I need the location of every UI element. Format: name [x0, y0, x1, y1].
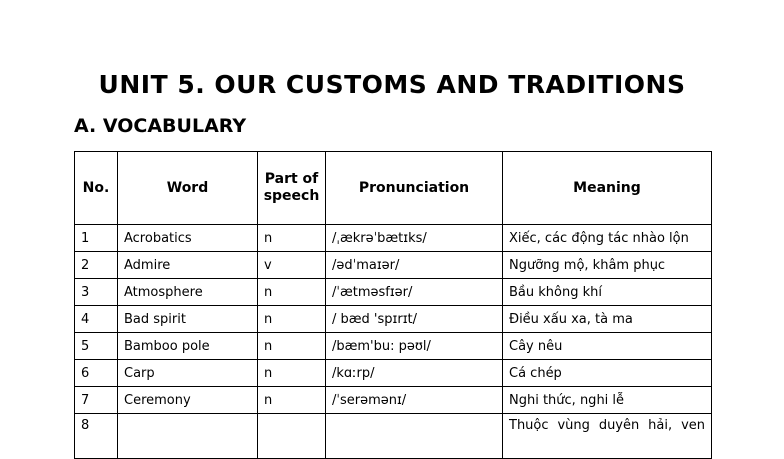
cell-meaning: Bầu không khí — [503, 279, 712, 306]
table-row — [75, 414, 712, 459]
section-heading: A. VOCABULARY — [74, 115, 247, 137]
cell-no: 8 — [75, 414, 118, 459]
cell-pronunciation: / bæd 'spɪrɪt/ — [326, 306, 503, 333]
cell-pos: n — [258, 306, 326, 333]
table-row — [75, 387, 712, 414]
table-row — [75, 333, 712, 360]
cell-pronunciation: /ˌækrəˈbætɪks/ — [326, 225, 503, 252]
cell-pos: n — [258, 387, 326, 414]
vocabulary-table — [74, 151, 712, 459]
cell-meaning: Cá chép — [503, 360, 712, 387]
cell-meaning: Xiếc, các động tác nhào lộn — [503, 225, 712, 252]
table-row — [75, 306, 712, 333]
cell-pronunciation: /bæm'bu: pəʊl/ — [326, 333, 503, 360]
table-row — [75, 360, 712, 387]
cell-word: Ceremony — [118, 387, 258, 414]
table-row — [75, 252, 712, 279]
cell-word: Carp — [118, 360, 258, 387]
cell-pronunciation: /ˈserəmənɪ/ — [326, 387, 503, 414]
cell-pronunciation: /ədˈmaɪər/ — [326, 252, 503, 279]
header-part-of-speech: Part of speech — [258, 152, 326, 225]
cell-pos: n — [258, 225, 326, 252]
cell-no: 1 — [75, 225, 118, 252]
cell-pos: n — [258, 279, 326, 306]
cell-no: 6 — [75, 360, 118, 387]
cell-pronunciation: /kɑːrp/ — [326, 360, 503, 387]
cell-word: Admire — [118, 252, 258, 279]
table-header-row — [75, 152, 712, 225]
cell-no: 2 — [75, 252, 118, 279]
cell-no: 7 — [75, 387, 118, 414]
cell-word: Bad spirit — [118, 306, 258, 333]
cell-pronunciation — [326, 414, 503, 459]
header-meaning: Meaning — [503, 152, 712, 225]
cell-meaning: Ngưỡng mộ, khâm phục — [503, 252, 712, 279]
cell-pronunciation: /ˈætməsfɪər/ — [326, 279, 503, 306]
cell-word: Acrobatics — [118, 225, 258, 252]
cell-meaning: Thuộc vùng duyên hải, ven — [503, 414, 712, 459]
cell-pos: v — [258, 252, 326, 279]
header-pronunciation: Pronunciation — [326, 152, 503, 225]
header-word: Word — [118, 152, 258, 225]
cell-pos — [258, 414, 326, 459]
cell-no: 5 — [75, 333, 118, 360]
cell-pos: n — [258, 333, 326, 360]
cell-word: Atmosphere — [118, 279, 258, 306]
cell-meaning: Điều xấu xa, tà ma — [503, 306, 712, 333]
cell-no: 3 — [75, 279, 118, 306]
table-row — [75, 225, 712, 252]
cell-meaning: Cây nêu — [503, 333, 712, 360]
cell-word: Bamboo pole — [118, 333, 258, 360]
cell-pos: n — [258, 360, 326, 387]
table-row — [75, 279, 712, 306]
cell-no: 4 — [75, 306, 118, 333]
cell-word — [118, 414, 258, 459]
document-title: UNIT 5. OUR CUSTOMS AND TRADITIONS — [98, 70, 686, 99]
cell-meaning: Nghi thức, nghi lễ — [503, 387, 712, 414]
header-no: No. — [75, 152, 118, 225]
